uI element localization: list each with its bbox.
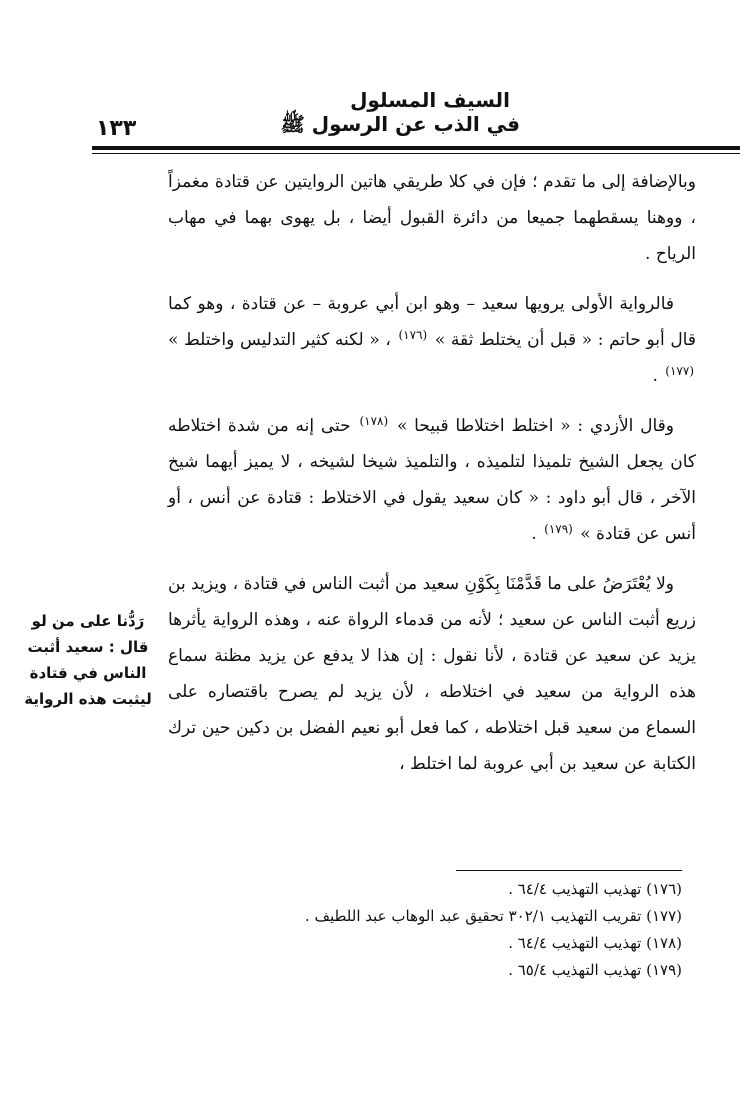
- footnote-179: (١٧٩) تهذيب التهذيب ٦٥/٤ .: [508, 961, 682, 979]
- footnotes: [168, 876, 682, 984]
- page-number: ١٣٣: [96, 116, 137, 141]
- footnote-ref-176: (١٧٦): [398, 328, 428, 342]
- paragraph-text: فالرواية الأولى يرويها سعيد – وهو ابن أبي عروبة – عن قتادة ، وهو كما قال أبو حاتم : « قبل أن يختلط ثقة »: [168, 294, 696, 350]
- margin-note-line-4: ليثبت هذه الرواية: [24, 690, 152, 708]
- main-text: [168, 164, 696, 796]
- footnote-176: (١٧٦) تهذيب التهذيب ٦٤/٤ .: [508, 880, 682, 898]
- paragraph-1: [168, 164, 696, 272]
- margin-note: [14, 608, 162, 712]
- margin-note-line-2: قال : سعيد أثبت: [27, 638, 149, 656]
- header-rule-thick: [92, 146, 740, 150]
- footnote-ref-177: (١٧٧): [665, 364, 694, 378]
- paragraph-2: [168, 286, 696, 394]
- paragraph-text: حتى إنه من شدة اختلاطه كان يجعل الشيخ تلميذا لتلميذه ، والتلميذ شيخا لشيخه ، لا يميز أيهما شيخ الآخر ، قال أبو داود : « كان سعيد يقول في الاختلاط : قتادة عن أنس ، أو أنس عن قتادة »: [168, 416, 696, 544]
- header-rule-thin: [92, 153, 740, 154]
- footnote-178: (١٧٨) تهذيب التهذيب ٦٤/٤ .: [508, 934, 682, 952]
- margin-note-line-1: رَدُّنا على من لو: [31, 612, 145, 630]
- margin-note-line-3: الناس في قتادة: [29, 664, 147, 682]
- footnote-ref-178: (١٧٨): [359, 414, 389, 428]
- header-title-line-1: السيف المسلول: [350, 88, 510, 112]
- paragraph-4: [168, 566, 696, 782]
- footnote-177: (١٧٧) تقريب التهذيب ٣٠٢/١ تحقيق عبد الوهاب عبد اللطيف .: [304, 907, 682, 925]
- paragraph-3: [168, 408, 696, 552]
- paragraph-text: ، « لكنه كثير التدليس واختلط »: [168, 330, 391, 350]
- footnote-separator: [456, 870, 682, 871]
- paragraph-text: وبالإضافة إلى ما تقدم ؛ فإن في كلا طريقي هاتين الروايتين عن قتادة مغمزاً ، ووهنا يسقطهما جميعا من دائرة القبول أيضا ، بل يهوى بهما في مهاب الرياح .: [168, 172, 696, 264]
- running-header-title: [280, 88, 520, 136]
- paragraph-text: ولا يُعْتَرَضُ على ما قَدَّمْنَا بِكَوْنِ سعيد من أثبت الناس في قتادة ، ويزيد بن زريع أثبت الناس عن سعيد ؛ لأنه من قدماء الرواة عنه ، وهذه الرواية يأثرها يزيد عن سعيد عن قتادة ، لأنا نقول : إن هذا لا يدفع عن يزيد مظنة سماع هذه الرواية من سعيد في اختلاطه ، لأن يزيد لم يصرح باقتصاره على السماع من سعيد قبل اختلاطه ، كما فعل أبو نعيم الفضل بن دكين حين ترك الكتابة عن سعيد بن أبي عروبة لما اختلط ،: [168, 574, 696, 774]
- footnote-ref-179: (١٧٩): [544, 522, 573, 536]
- header-title-line-2: في الذب عن الرسول ﷺ: [280, 112, 520, 136]
- paragraph-text: .: [531, 524, 537, 544]
- paragraph-text: وقال الأزدي : « اختلط اختلاطا قبيحا »: [396, 416, 675, 436]
- paragraph-text: .: [652, 366, 658, 386]
